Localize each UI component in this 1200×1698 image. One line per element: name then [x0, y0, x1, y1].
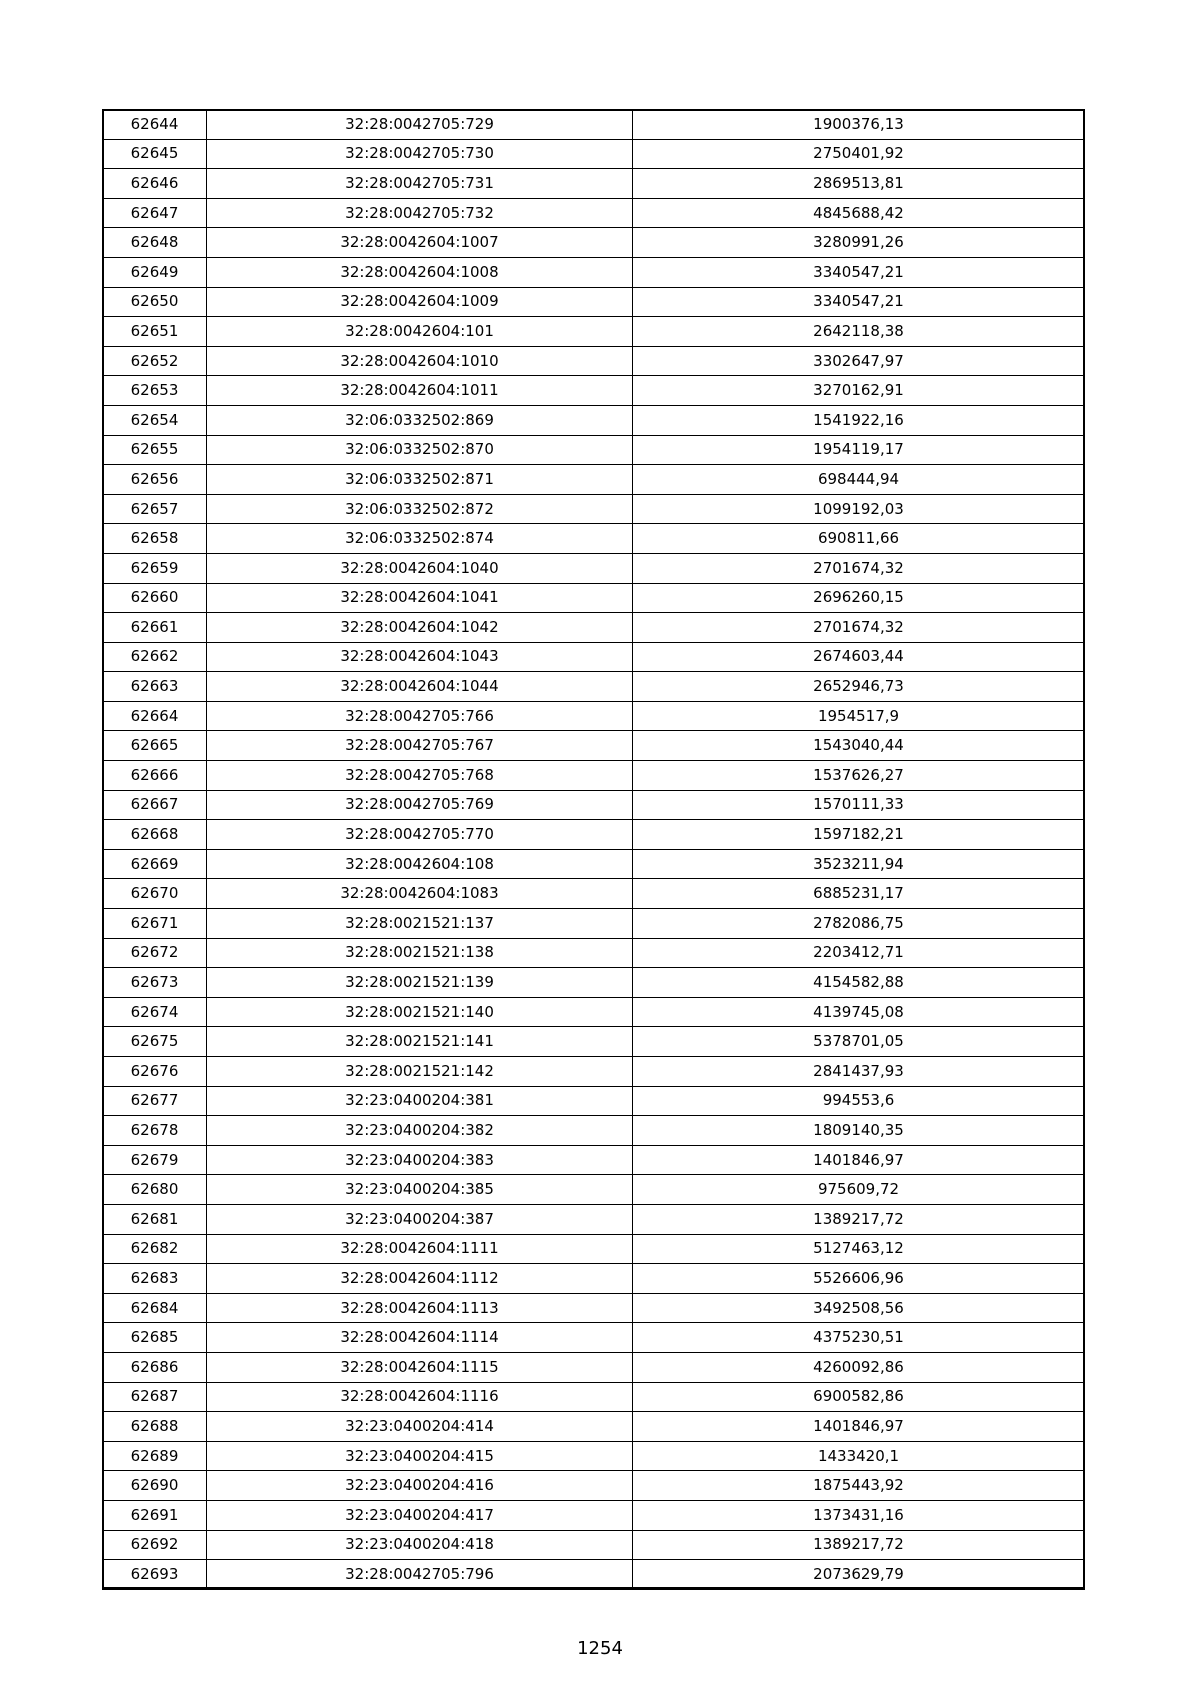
cadastral-value-cell: 1570111,33 [633, 790, 1085, 820]
cadastral-number-cell: 32:28:0042604:1113 [207, 1293, 633, 1323]
cadastral-number-cell: 32:28:0021521:141 [207, 1027, 633, 1057]
cadastral-value-cell: 1900376,13 [633, 110, 1085, 140]
table-row [103, 642, 1085, 672]
table-row [103, 1057, 1085, 1087]
cadastral-value-cell: 2203412,71 [633, 938, 1085, 968]
cadastral-number-cell: 32:28:0042604:1042 [207, 613, 633, 643]
cadastral-value-cell: 2701674,32 [633, 553, 1085, 583]
row-number-cell: 62684 [103, 1293, 207, 1323]
cadastral-number-cell: 32:06:0332502:871 [207, 465, 633, 495]
row-number-cell: 62676 [103, 1057, 207, 1087]
table-body [103, 110, 1085, 1590]
cadastral-value-cell: 1875443,92 [633, 1471, 1085, 1501]
row-number-cell: 62650 [103, 287, 207, 317]
row-number-cell: 62677 [103, 1086, 207, 1116]
cadastral-number-cell: 32:28:0042705:731 [207, 169, 633, 199]
cadastral-number-cell: 32:23:0400204:383 [207, 1145, 633, 1175]
cadastral-number-cell: 32:28:0042604:1115 [207, 1352, 633, 1382]
row-number-cell: 62687 [103, 1382, 207, 1412]
cadastral-value-cell: 2652946,73 [633, 672, 1085, 702]
table-row [103, 879, 1085, 909]
table-row [103, 494, 1085, 524]
cadastral-value-cell: 2642118,38 [633, 317, 1085, 347]
row-number-cell: 62648 [103, 228, 207, 258]
row-number-cell: 62691 [103, 1500, 207, 1530]
cadastral-number-cell: 32:23:0400204:381 [207, 1086, 633, 1116]
table-row [103, 346, 1085, 376]
cadastral-number-cell: 32:28:0042705:730 [207, 139, 633, 169]
cadastral-number-cell: 32:28:0042604:1116 [207, 1382, 633, 1412]
row-number-cell: 62675 [103, 1027, 207, 1057]
cadastral-number-cell: 32:23:0400204:416 [207, 1471, 633, 1501]
cadastral-number-cell: 32:06:0332502:870 [207, 435, 633, 465]
row-number-cell: 62664 [103, 701, 207, 731]
cadastral-value-cell: 1954517,9 [633, 701, 1085, 731]
row-number-cell: 62656 [103, 465, 207, 495]
cadastral-number-cell: 32:23:0400204:385 [207, 1175, 633, 1205]
row-number-cell: 62653 [103, 376, 207, 406]
table-row [103, 553, 1085, 583]
cadastral-value-cell: 6885231,17 [633, 879, 1085, 909]
row-number-cell: 62681 [103, 1204, 207, 1234]
row-number-cell: 62644 [103, 110, 207, 140]
cadastral-value-cell: 2869513,81 [633, 169, 1085, 199]
cadastral-number-cell: 32:28:0021521:142 [207, 1057, 633, 1087]
cadastral-value-cell: 2696260,15 [633, 583, 1085, 613]
cadastral-value-cell: 1099192,03 [633, 494, 1085, 524]
cadastral-number-cell: 32:28:0042604:1007 [207, 228, 633, 258]
table-row [103, 1323, 1085, 1353]
table-row [103, 139, 1085, 169]
row-number-cell: 62680 [103, 1175, 207, 1205]
row-number-cell: 62689 [103, 1441, 207, 1471]
row-number-cell: 62692 [103, 1530, 207, 1560]
row-number-cell: 62667 [103, 790, 207, 820]
row-number-cell: 62657 [103, 494, 207, 524]
row-number-cell: 62662 [103, 642, 207, 672]
cadastral-value-cell: 5378701,05 [633, 1027, 1085, 1057]
table-row [103, 257, 1085, 287]
table-row [103, 1086, 1085, 1116]
row-number-cell: 62688 [103, 1412, 207, 1442]
row-number-cell: 62665 [103, 731, 207, 761]
cadastral-value-cell: 5127463,12 [633, 1234, 1085, 1264]
row-number-cell: 62646 [103, 169, 207, 199]
cadastral-number-cell: 32:28:0042705:766 [207, 701, 633, 731]
table-row [103, 968, 1085, 998]
cadastral-value-cell: 1389217,72 [633, 1530, 1085, 1560]
page-number: 1254 [577, 1638, 623, 1659]
table-row [103, 465, 1085, 495]
table-row [103, 1382, 1085, 1412]
row-number-cell: 62660 [103, 583, 207, 613]
row-number-cell: 62690 [103, 1471, 207, 1501]
cadastral-number-cell: 32:06:0332502:869 [207, 405, 633, 435]
cadastral-number-cell: 32:28:0042604:1009 [207, 287, 633, 317]
table-row [103, 1264, 1085, 1294]
cadastral-number-cell: 32:28:0042705:729 [207, 110, 633, 140]
table-row [103, 1234, 1085, 1264]
cadastral-value-cell: 3523211,94 [633, 849, 1085, 879]
table-row [103, 1530, 1085, 1560]
table-row [103, 524, 1085, 554]
cadastral-number-cell: 32:28:0021521:138 [207, 938, 633, 968]
cadastral-number-cell: 32:06:0332502:874 [207, 524, 633, 554]
table-row [103, 1204, 1085, 1234]
cadastral-value-cell: 1809140,35 [633, 1116, 1085, 1146]
row-number-cell: 62655 [103, 435, 207, 465]
row-number-cell: 62683 [103, 1264, 207, 1294]
table-row [103, 1116, 1085, 1146]
cadastral-value-cell: 1537626,27 [633, 761, 1085, 791]
cadastral-value-cell: 3270162,91 [633, 376, 1085, 406]
cadastral-number-cell: 32:28:0042705:767 [207, 731, 633, 761]
cadastral-value-cell: 1954119,17 [633, 435, 1085, 465]
cadastral-value-cell: 4375230,51 [633, 1323, 1085, 1353]
row-number-cell: 62671 [103, 909, 207, 939]
cadastral-number-cell: 32:28:0042604:1011 [207, 376, 633, 406]
table-row [103, 583, 1085, 613]
table-row [103, 849, 1085, 879]
cadastral-number-cell: 32:28:0042604:1083 [207, 879, 633, 909]
cadastral-number-cell: 32:23:0400204:417 [207, 1500, 633, 1530]
table-row [103, 1560, 1085, 1590]
cadastral-number-cell: 32:28:0042705:768 [207, 761, 633, 791]
cadastral-value-cell: 2750401,92 [633, 139, 1085, 169]
table-row [103, 376, 1085, 406]
cadastral-number-cell: 32:23:0400204:387 [207, 1204, 633, 1234]
cadastral-number-cell: 32:28:0021521:137 [207, 909, 633, 939]
row-number-cell: 62685 [103, 1323, 207, 1353]
table-row [103, 317, 1085, 347]
cadastral-value-cell: 4139745,08 [633, 997, 1085, 1027]
table-row [103, 228, 1085, 258]
row-number-cell: 62663 [103, 672, 207, 702]
row-number-cell: 62645 [103, 139, 207, 169]
cadastral-number-cell: 32:28:0042604:1114 [207, 1323, 633, 1353]
cadastral-value-cell: 3492508,56 [633, 1293, 1085, 1323]
cadastral-value-cell: 5526606,96 [633, 1264, 1085, 1294]
table-row [103, 701, 1085, 731]
table-row [103, 169, 1085, 199]
cadastral-value-cell: 698444,94 [633, 465, 1085, 495]
cadastral-number-cell: 32:06:0332502:872 [207, 494, 633, 524]
row-number-cell: 62670 [103, 879, 207, 909]
table-row [103, 938, 1085, 968]
table-row [103, 731, 1085, 761]
cadastral-value-cell: 1401846,97 [633, 1145, 1085, 1175]
table-row [103, 1441, 1085, 1471]
row-number-cell: 62654 [103, 405, 207, 435]
cadastral-value-cell: 690811,66 [633, 524, 1085, 554]
cadastral-value-cell: 2073629,79 [633, 1560, 1085, 1590]
row-number-cell: 62682 [103, 1234, 207, 1264]
cadastral-number-cell: 32:23:0400204:415 [207, 1441, 633, 1471]
table-row [103, 1500, 1085, 1530]
table-row [103, 761, 1085, 791]
cadastral-number-cell: 32:28:0021521:140 [207, 997, 633, 1027]
cadastral-value-cell: 1433420,1 [633, 1441, 1085, 1471]
cadastral-value-cell: 1543040,44 [633, 731, 1085, 761]
row-number-cell: 62673 [103, 968, 207, 998]
row-number-cell: 62651 [103, 317, 207, 347]
cadastral-number-cell: 32:23:0400204:418 [207, 1530, 633, 1560]
table-row [103, 909, 1085, 939]
cadastral-value-cell: 3280991,26 [633, 228, 1085, 258]
cadastral-value-cell: 2701674,32 [633, 613, 1085, 643]
cadastral-value-cell: 3340547,21 [633, 287, 1085, 317]
cadastral-value-cell: 1541922,16 [633, 405, 1085, 435]
cadastral-number-cell: 32:28:0042604:1041 [207, 583, 633, 613]
table-row [103, 287, 1085, 317]
cadastral-value-cell: 3340547,21 [633, 257, 1085, 287]
cadastral-number-cell: 32:28:0042705:732 [207, 198, 633, 228]
row-number-cell: 62658 [103, 524, 207, 554]
row-number-cell: 62647 [103, 198, 207, 228]
table-row [103, 997, 1085, 1027]
cadastral-number-cell: 32:28:0042604:1043 [207, 642, 633, 672]
row-number-cell: 62672 [103, 938, 207, 968]
cadastral-value-cell: 994553,6 [633, 1086, 1085, 1116]
table-row [103, 790, 1085, 820]
table-row [103, 198, 1085, 228]
cadastral-number-cell: 32:28:0021521:139 [207, 968, 633, 998]
table-row [103, 110, 1085, 140]
cadastral-number-cell: 32:28:0042604:1010 [207, 346, 633, 376]
table-row [103, 1352, 1085, 1382]
row-number-cell: 62686 [103, 1352, 207, 1382]
cadastral-value-table [102, 109, 1085, 1590]
table-row [103, 1175, 1085, 1205]
cadastral-number-cell: 32:28:0042604:101 [207, 317, 633, 347]
cadastral-number-cell: 32:28:0042604:1111 [207, 1234, 633, 1264]
row-number-cell: 62666 [103, 761, 207, 791]
cadastral-number-cell: 32:28:0042604:1008 [207, 257, 633, 287]
cadastral-number-cell: 32:28:0042604:1112 [207, 1264, 633, 1294]
row-number-cell: 62652 [103, 346, 207, 376]
table-row [103, 1412, 1085, 1442]
table-row [103, 1293, 1085, 1323]
table-row [103, 820, 1085, 850]
cadastral-value-cell: 2782086,75 [633, 909, 1085, 939]
row-number-cell: 62674 [103, 997, 207, 1027]
cadastral-number-cell: 32:23:0400204:414 [207, 1412, 633, 1442]
table-row [103, 1471, 1085, 1501]
cadastral-value-cell: 6900582,86 [633, 1382, 1085, 1412]
row-number-cell: 62668 [103, 820, 207, 850]
table-row [103, 672, 1085, 702]
row-number-cell: 62679 [103, 1145, 207, 1175]
cadastral-value-cell: 975609,72 [633, 1175, 1085, 1205]
cadastral-number-cell: 32:28:0042705:770 [207, 820, 633, 850]
row-number-cell: 62669 [103, 849, 207, 879]
table-row [103, 613, 1085, 643]
table-row [103, 405, 1085, 435]
cadastral-number-cell: 32:28:0042604:108 [207, 849, 633, 879]
cadastral-value-cell: 4260092,86 [633, 1352, 1085, 1382]
row-number-cell: 62661 [103, 613, 207, 643]
table-row [103, 1027, 1085, 1057]
table-row [103, 1145, 1085, 1175]
cadastral-value-cell: 1401846,97 [633, 1412, 1085, 1442]
cadastral-number-cell: 32:28:0042705:769 [207, 790, 633, 820]
row-number-cell: 62649 [103, 257, 207, 287]
cadastral-number-cell: 32:28:0042705:796 [207, 1560, 633, 1590]
row-number-cell: 62659 [103, 553, 207, 583]
cadastral-number-cell: 32:28:0042604:1044 [207, 672, 633, 702]
cadastral-value-cell: 2674603,44 [633, 642, 1085, 672]
row-number-cell: 62678 [103, 1116, 207, 1146]
cadastral-number-cell: 32:28:0042604:1040 [207, 553, 633, 583]
row-number-cell: 62693 [103, 1560, 207, 1590]
cadastral-value-cell: 2841437,93 [633, 1057, 1085, 1087]
cadastral-value-cell: 1597182,21 [633, 820, 1085, 850]
table-row [103, 435, 1085, 465]
cadastral-value-cell: 1389217,72 [633, 1204, 1085, 1234]
cadastral-value-cell: 3302647,97 [633, 346, 1085, 376]
cadastral-value-cell: 1373431,16 [633, 1500, 1085, 1530]
cadastral-value-cell: 4154582,88 [633, 968, 1085, 998]
cadastral-value-cell: 4845688,42 [633, 198, 1085, 228]
cadastral-number-cell: 32:23:0400204:382 [207, 1116, 633, 1146]
